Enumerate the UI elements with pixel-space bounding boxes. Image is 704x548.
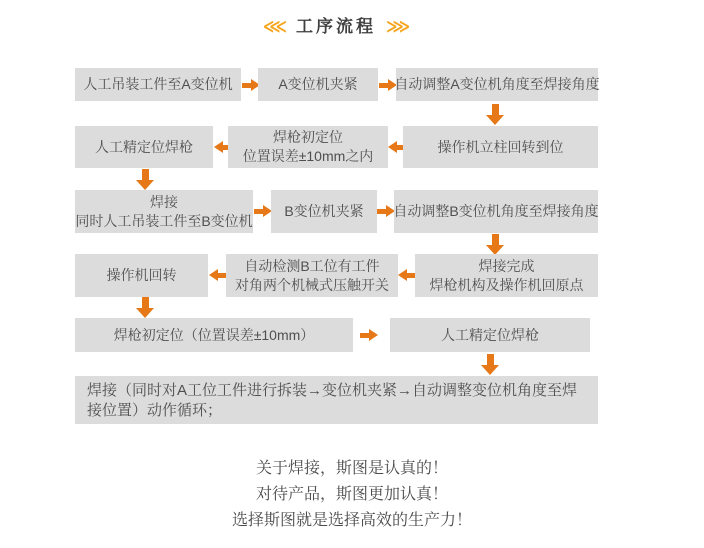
flow-step-text: 人工精定位焊枪 bbox=[441, 326, 539, 343]
footer-slogans bbox=[0, 456, 704, 534]
flow-step-text: 对角两个机械式压触开关 bbox=[235, 276, 389, 293]
flow-step-hoist-workpiece-to-positioner-a bbox=[75, 68, 241, 101]
arrow-head bbox=[486, 115, 504, 125]
flow-step-manipulator-rotate bbox=[75, 254, 208, 297]
arrow-shaft bbox=[377, 209, 386, 214]
flow-step-text: 操作机立柱回转到位 bbox=[437, 138, 564, 155]
flow-step-text: 操作机回转 bbox=[106, 267, 177, 283]
arrow-head bbox=[136, 180, 154, 190]
flow-step-auto-detect-workpiece-at-b bbox=[226, 254, 398, 297]
flow-step-welding-action-cycle bbox=[75, 376, 598, 424]
flow-step-torch-initial-position-2 bbox=[75, 318, 353, 352]
flow-step-text: 焊接 bbox=[150, 193, 178, 210]
arrow-head bbox=[214, 141, 223, 153]
arrow-head bbox=[369, 329, 378, 341]
arrow-head bbox=[388, 141, 397, 153]
arrow-shaft bbox=[492, 104, 499, 115]
page-title-text: 工序流程 bbox=[296, 17, 376, 36]
arrow-left-icon bbox=[398, 269, 416, 281]
arrow-shaft bbox=[254, 209, 263, 214]
arrow-shaft bbox=[360, 333, 369, 338]
chevrons-right-icon: ⋙ bbox=[386, 17, 410, 36]
flow-step-text: 焊接（同时对A工位工件进行拆装→变位机夹紧→自动调整变位机角度至焊接位置）动作循环； bbox=[87, 382, 578, 419]
arrow-down-icon bbox=[481, 354, 499, 375]
flow-step-text: 焊枪初定位 bbox=[273, 129, 343, 145]
flow-step-welding-and-hoist-to-positioner-b bbox=[75, 190, 253, 233]
flow-step-text: 自动调整B变位机角度至焊接角度 bbox=[393, 203, 599, 219]
flow-step-auto-adjust-positioner-b-angle bbox=[394, 190, 598, 233]
arrow-shaft bbox=[487, 354, 494, 365]
flow-step-positioner-a-clamp bbox=[258, 68, 378, 101]
arrow-head bbox=[136, 308, 154, 318]
flow-step-manual-fine-position-torch-2 bbox=[390, 318, 590, 352]
arrow-head bbox=[481, 365, 499, 375]
flow-step-manipulator-column-rotate-in-place bbox=[403, 126, 598, 168]
arrow-shaft bbox=[492, 234, 499, 245]
arrow-head bbox=[209, 269, 218, 281]
flow-step-text: 位置误差±10mm之内 bbox=[242, 148, 374, 164]
flow-step-text: 自动检测B工位有工件 bbox=[244, 257, 380, 274]
arrow-head bbox=[398, 269, 407, 281]
arrow-shaft bbox=[142, 297, 149, 308]
arrow-down-icon bbox=[486, 234, 504, 255]
flow-step-text: 焊枪初定位（位置误差±10mm） bbox=[113, 326, 315, 343]
flow-step-auto-adjust-positioner-a-angle bbox=[396, 68, 598, 101]
page-title bbox=[0, 12, 672, 37]
arrow-down-icon bbox=[136, 297, 154, 318]
flow-step-text: 自动调整A变位机角度至焊接角度 bbox=[394, 76, 600, 92]
footer-slogan-line: 选择斯图就是选择高效的生产力！ bbox=[231, 512, 472, 529]
arrow-shaft bbox=[379, 83, 388, 88]
arrow-shaft bbox=[142, 169, 149, 180]
footer-slogan-line: 对待产品，斯图更加认真！ bbox=[255, 486, 448, 503]
flow-step-text: B变位机夹紧 bbox=[284, 203, 364, 219]
flow-step-text: 人工吊装工件至A变位机 bbox=[83, 76, 233, 92]
flow-step-text: 同时人工吊装工件至B变位机 bbox=[75, 212, 253, 229]
arrow-left-icon bbox=[209, 269, 227, 281]
arrow-down-icon bbox=[136, 169, 154, 190]
chevrons-left-icon: ⋘ bbox=[262, 17, 286, 36]
arrow-right-icon bbox=[377, 205, 395, 217]
flow-step-torch-initial-position bbox=[228, 126, 388, 168]
flow-step-positioner-b-clamp bbox=[271, 190, 377, 233]
flow-step-text: 焊接完成 bbox=[478, 257, 535, 274]
flow-step-text: 人工精定位焊枪 bbox=[95, 138, 193, 155]
flow-step-text: A变位机夹紧 bbox=[278, 76, 358, 92]
footer-slogan-line: 关于焊接，斯图是认真的！ bbox=[255, 460, 448, 477]
arrow-right-icon bbox=[360, 329, 378, 341]
flow-step-welding-complete-return-origin bbox=[415, 254, 598, 297]
arrow-down-icon bbox=[486, 104, 504, 125]
arrow-right-icon bbox=[254, 205, 272, 217]
flow-step-manual-fine-position-torch bbox=[75, 126, 213, 168]
arrow-shaft bbox=[242, 83, 251, 88]
flow-step-text: 焊枪机构及操作机回原点 bbox=[429, 276, 584, 293]
